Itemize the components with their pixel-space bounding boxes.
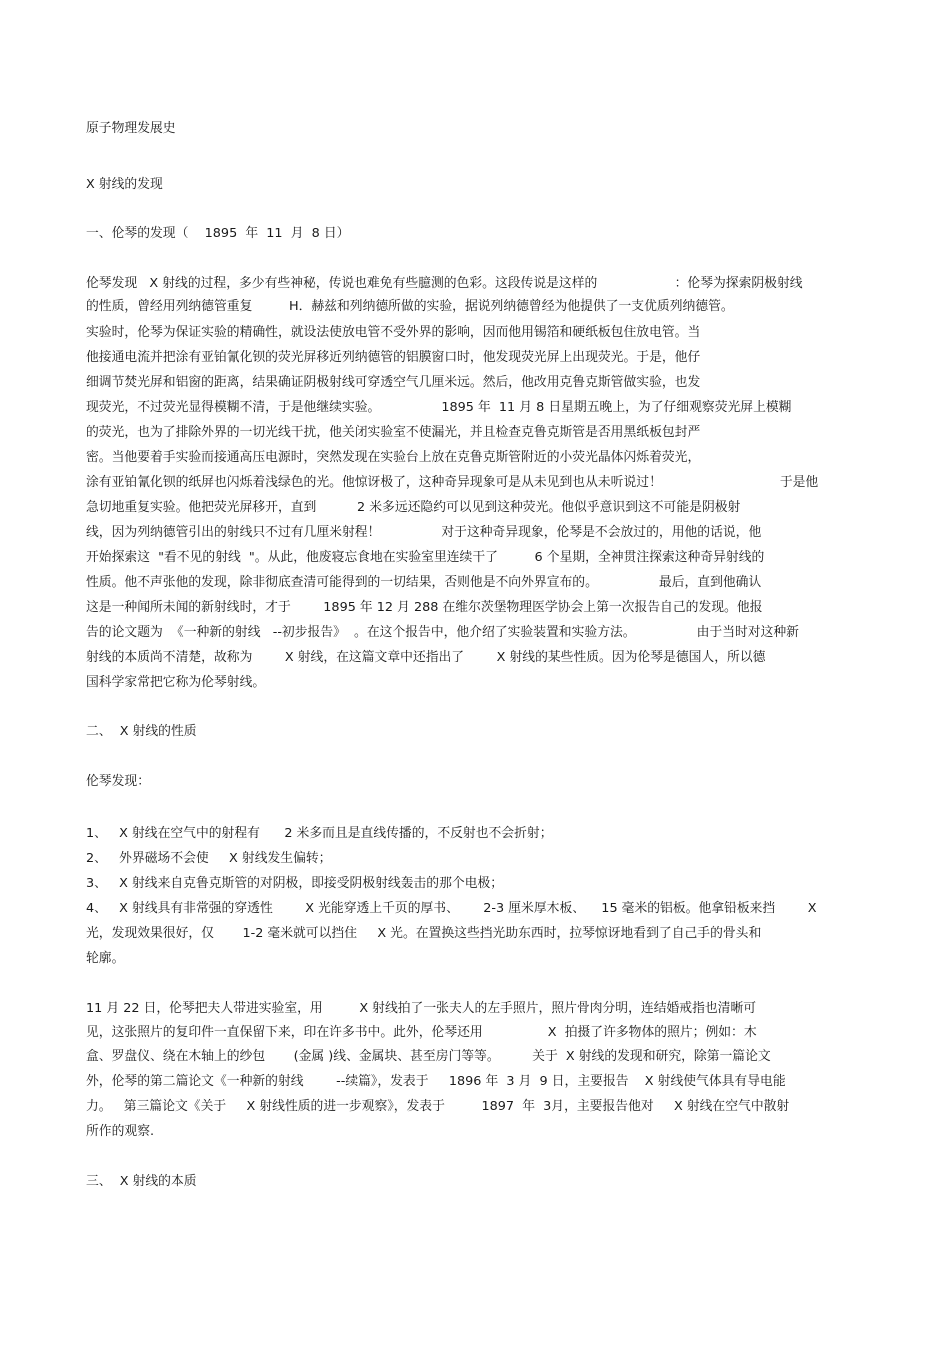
list-item: 轮廓。 — [86, 951, 125, 966]
section1-line: 开始探索这 "看不见的射线 "。从此，他废寝忘食地在实验室里连续干了 6 个星期，全神贯注探索这种奇异射线的 — [86, 550, 765, 565]
section1-line: 涂有亚铂氰化钡的纸屏也闪烁着浅绿色的光。他惊讶极了，这种奇异现象可是从未见到也从未听说过！ 于是他 — [86, 475, 819, 490]
section1-line: 线，因为列纳德管引出的射线只不过有几厘米射程！ 对于这种奇异现象，伦琴是不会放过的，用他的话说，他 — [86, 525, 762, 540]
section2-para-line: 外，伦琴的第二篇论文《一种新的射线 --续篇》，发表于 1896 年 3 月 9 日，主要报告 X 射线使气体具有导电能 — [86, 1074, 786, 1089]
section2-para-line: 见，这张照片的复印件一直保留下来，印在许多书中。此外，伦琴还用 X 拍摄了许多物体的照片；例如：木 — [86, 1025, 757, 1040]
section1-line: 的荧光，也为了排除外界的一切光线干扰，他关闭实验室不使漏光，并且检查克鲁克斯管是否用黑纸板包封严 — [86, 425, 701, 440]
list-item: 3、 X 射线来自克鲁克斯管的对阴极，即接受阴极射线轰击的那个电极； — [86, 876, 504, 891]
section2-heading: 二、 X 射线的性质 — [86, 724, 197, 739]
list-item: 4、 X 射线具有非常强的穿透性 X 光能穿透上千页的厚书、 2-3 厘米厚木板、 15 毫米的铝板。他拿铅板来挡 X — [86, 901, 817, 916]
list-item: 光，发现效果很好，仅 1-2 毫米就可以挡住 X 光。在置换这些挡光助东西时，拉琴惊讶地看到了自己手的骨头和 — [86, 926, 762, 941]
section1-line: 这是一种闻所未闻的新射线时，才于 1895 年 12 月 288 在维尔茨堡物理医学协会上第一次报告自己的发现。他报 — [86, 600, 763, 615]
document-subtitle: X 射线的发现 — [86, 177, 163, 192]
section1-heading: 一、伦琴的发现（ 1895 年 11 月 8 日） — [86, 226, 350, 241]
section1-line: 射线的本质尚不清楚，故称为 X 射线，在这篇文章中还指出了 X 射线的某些性质。因为伦琴是德国人，所以德 — [86, 650, 766, 665]
list-item: 1、 X 射线在空气中的射程有 2 米多而且是直线传播的，不反射也不会折射； — [86, 826, 553, 841]
section2-para-line: 盒、罗盘仪、绕在木轴上的纱包 (金属 )线、金属块、甚至房门等等。 关于 X 射线的发现和研究，除第一篇论文 — [86, 1049, 771, 1064]
section1-line: 实验时，伦琴为保证实验的精确性，就设法使放电管不受外界的影响，因而他用锡箔和硬纸板包住放电管。当 — [86, 325, 701, 340]
section1-line: 细调节焚光屏和铝窗的距离，结果确证阴极射线可穿透空气几厘米远。然后，他改用克鲁克斯管做实验，也发 — [86, 375, 701, 390]
section1-line: 的性质，曾经用列纳德管重复 H．赫兹和列纳德所做的实验，据说列纳德曾经为他提供了一支优质列纳德管。 — [86, 299, 734, 314]
section1-line: 告的论文题为 《一种新的射线 --初步报告》 。在这个报告中，他介绍了实验装置和实验方法。 由于当时对这种新 — [86, 625, 799, 640]
section1-line: 他接通电流并把涂有亚铂氰化钡的荧光屏移近列纳德管的铝膜窗口时，他发现荧光屏上出现荧光。于是，他仔 — [86, 350, 701, 365]
document-title: 原子物理发展史 — [86, 121, 176, 136]
section2-para-line: 所作的观察. — [86, 1124, 155, 1139]
section1-line: 伦琴发现 X 射线的过程，多少有些神秘，传说也难免有些臆测的色彩。这段传说是这样的 ：伦琴为探索阴极射线 — [86, 276, 803, 291]
section2-intro: 伦琴发现： — [86, 774, 150, 789]
section1-line: 国科学家常把它称为伦琴射线。 — [86, 675, 266, 690]
section1-line: 急切地重复实验。他把荧光屏移开，直到 2 米多远还隐约可以见到这种荧光。他似乎意识到这不可能是阴极射 — [86, 500, 741, 515]
section1-line: 性质。他不声张他的发现，除非彻底查清可能得到的一切结果，否则他是不向外界宣布的。 最后，直到他确认 — [86, 575, 762, 590]
section1-line: 现荧光，不过荧光显得模糊不清，于是他继续实验。 1895 年 11 月 8 日星期五晚上，为了仔细观察荧光屏上模糊 — [86, 400, 792, 415]
section2-para-line: 11 月 22 日，伦琴把夫人带进实验室，用 X 射线拍了一张夫人的左手照片，照片骨肉分明，连结婚戒指也清晰可 — [86, 1001, 757, 1016]
section2-para-line: 力。 第三篇论文《关于 X 射线性质的进一步观察》，发表于 1897 年 3月，主要报告他对 X 射线在空气中散射 — [86, 1099, 790, 1114]
section1-line: 密。当他要着手实验而接通高压电源时，突然发现在实验台上放在克鲁克斯管附近的小荧光晶体闪烁着荧光， — [86, 450, 701, 465]
list-item: 2、 外界磁场不会使 X 射线发生偏转； — [86, 851, 332, 866]
section3-heading: 三、 X 射线的本质 — [86, 1174, 197, 1189]
